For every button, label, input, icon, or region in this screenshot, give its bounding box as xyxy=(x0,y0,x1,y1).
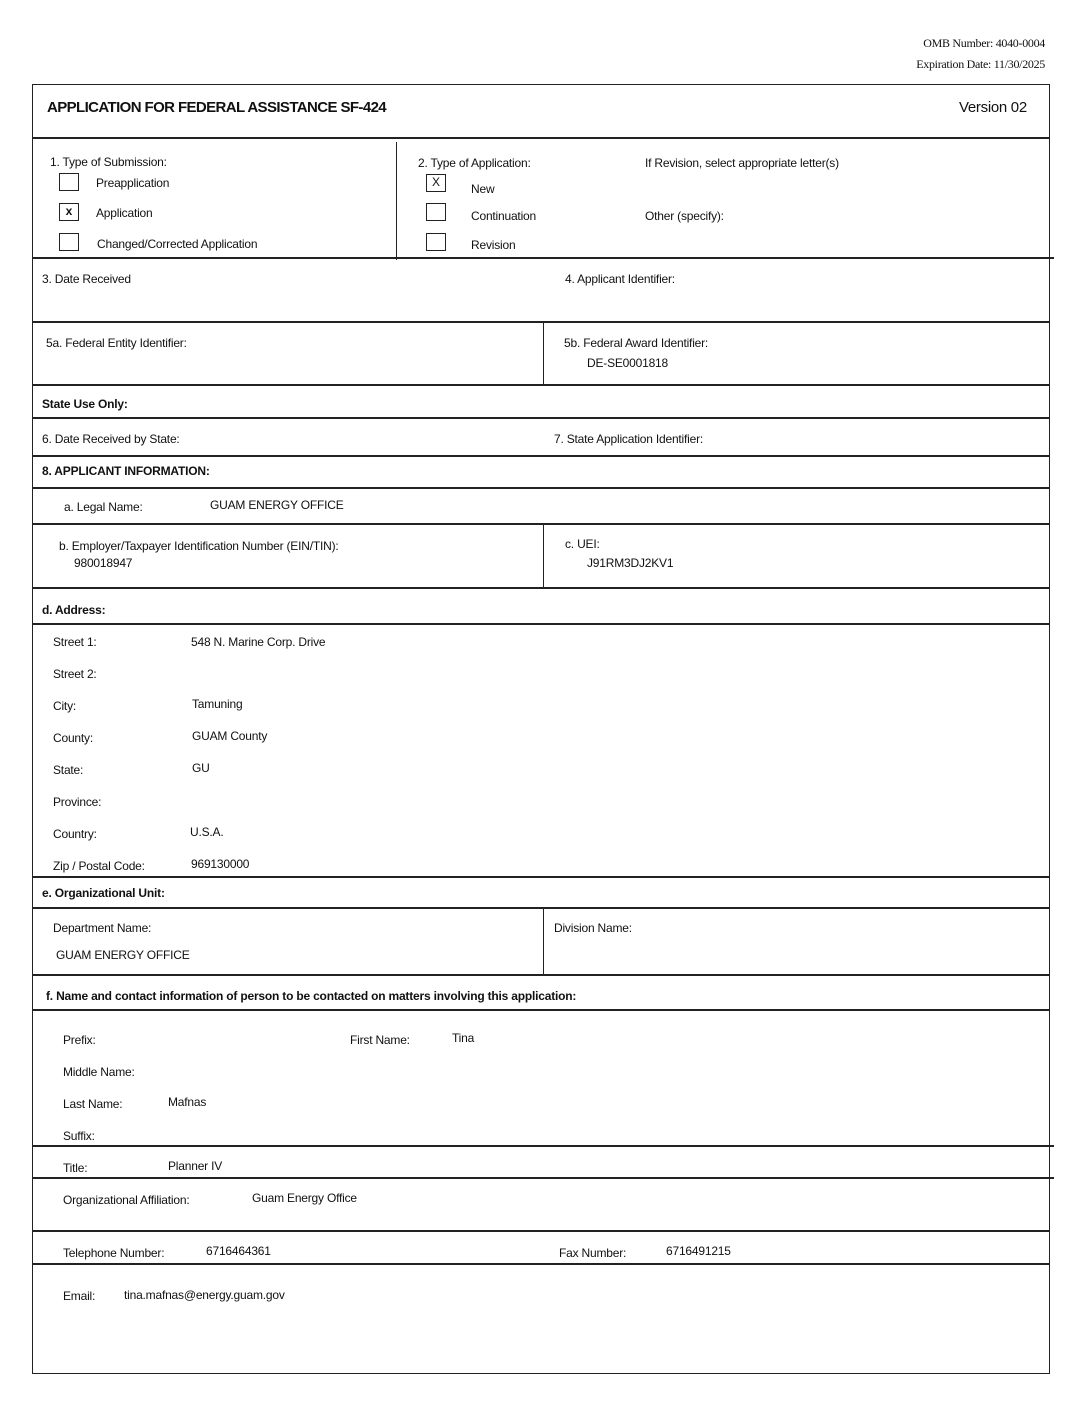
divider xyxy=(32,876,1050,878)
country-value[interactable]: U.S.A. xyxy=(190,825,224,839)
telephone-label: Telephone Number: xyxy=(63,1246,165,1260)
first-name-label: First Name: xyxy=(350,1033,410,1047)
street2-label: Street 2: xyxy=(53,667,97,681)
option-label-continuation: Continuation xyxy=(471,209,536,223)
checkbox-new[interactable]: X xyxy=(426,174,446,192)
divider xyxy=(32,384,1050,386)
division-name-label: Division Name: xyxy=(554,921,632,935)
checkbox-preapplication[interactable] xyxy=(59,173,79,191)
other-specify-label: Other (specify): xyxy=(645,209,724,223)
uei-label: c. UEI: xyxy=(565,537,600,551)
ein-label: b. Employer/Taxpayer Identification Number (EIN/TIN): xyxy=(59,539,339,553)
state-use-only-heading: State Use Only: xyxy=(42,397,128,411)
divider xyxy=(32,907,1050,909)
province-label: Province: xyxy=(53,795,102,809)
divider xyxy=(32,1177,1054,1179)
federal-entity-identifier-label: 5a. Federal Entity Identifier: xyxy=(46,336,187,350)
checkbox-changed-corrected[interactable] xyxy=(59,233,79,251)
option-label-revision: Revision xyxy=(471,238,516,252)
email-label: Email: xyxy=(63,1289,96,1303)
applicant-identifier-label: 4. Applicant Identifier: xyxy=(565,272,675,286)
date-received-label: 3. Date Received xyxy=(42,272,131,286)
option-label-preapplication: Preapplication xyxy=(96,176,170,190)
affiliation-value[interactable]: Guam Energy Office xyxy=(252,1191,357,1205)
divider xyxy=(32,974,1050,976)
option-label-application: Application xyxy=(96,206,153,220)
street1-value[interactable]: 548 N. Marine Corp. Drive xyxy=(191,635,326,649)
zip-label: Zip / Postal Code: xyxy=(53,859,145,873)
divider xyxy=(32,1009,1050,1011)
ein-value[interactable]: 980018947 xyxy=(74,556,133,570)
expiration-date: Expiration Date: 11/30/2025 xyxy=(916,57,1045,71)
city-label: City: xyxy=(53,699,77,713)
omb-number: OMB Number: 4040-0004 xyxy=(923,36,1045,50)
suffix-label: Suffix: xyxy=(63,1129,95,1143)
fax-label: Fax Number: xyxy=(559,1246,627,1260)
fax-value[interactable]: 6716491215 xyxy=(666,1244,731,1258)
divider xyxy=(32,1230,1050,1232)
prefix-label: Prefix: xyxy=(63,1033,96,1047)
street1-label: Street 1: xyxy=(53,635,97,649)
telephone-value[interactable]: 6716464361 xyxy=(206,1244,271,1258)
checkbox-revision[interactable] xyxy=(426,233,446,251)
revision-letters-label: If Revision, select appropriate letter(s) xyxy=(645,156,839,170)
divider xyxy=(32,321,1050,323)
federal-award-identifier-value[interactable]: DE-SE0001818 xyxy=(587,356,668,370)
divider xyxy=(32,417,1050,419)
country-label: Country: xyxy=(53,827,97,841)
option-label-changed-corrected: Changed/Corrected Application xyxy=(97,237,258,251)
form-title: APPLICATION FOR FEDERAL ASSISTANCE SF-424 xyxy=(47,99,387,116)
divider xyxy=(543,908,544,974)
divider xyxy=(32,1263,1050,1265)
title-value[interactable]: Planner IV xyxy=(168,1159,223,1173)
legal-name-label: a. Legal Name: xyxy=(64,500,143,514)
uei-value[interactable]: J91RM3DJ2KV1 xyxy=(587,556,674,570)
middle-name-label: Middle Name: xyxy=(63,1065,135,1079)
applicant-information-heading: 8. APPLICANT INFORMATION: xyxy=(42,464,210,478)
county-label: County: xyxy=(53,731,93,745)
last-name-label: Last Name: xyxy=(63,1097,123,1111)
divider xyxy=(32,523,1050,525)
submission-type-label: 1. Type of Submission: xyxy=(50,155,167,169)
title-label: Title: xyxy=(63,1161,88,1175)
divider xyxy=(32,623,1050,625)
divider xyxy=(32,587,1050,589)
divider xyxy=(396,142,397,260)
state-application-identifier-label: 7. State Application Identifier: xyxy=(554,432,704,446)
application-type-label: 2. Type of Application: xyxy=(418,156,531,170)
county-value[interactable]: GUAM County xyxy=(192,729,268,743)
department-name-value[interactable]: GUAM ENERGY OFFICE xyxy=(56,948,190,962)
checkbox-continuation[interactable] xyxy=(426,203,446,221)
divider xyxy=(32,455,1050,457)
email-value[interactable]: tina.mafnas@energy.guam.gov xyxy=(124,1288,285,1302)
divider xyxy=(543,524,544,588)
divider xyxy=(32,137,1050,139)
date-received-state-label: 6. Date Received by State: xyxy=(42,432,180,446)
first-name-value[interactable]: Tina xyxy=(452,1031,475,1045)
legal-name-value[interactable]: GUAM ENERGY OFFICE xyxy=(210,498,344,512)
last-name-value[interactable]: Mafnas xyxy=(168,1095,207,1109)
divider xyxy=(32,257,1054,259)
org-unit-heading: e. Organizational Unit: xyxy=(42,886,165,900)
city-value[interactable]: Tamuning xyxy=(192,697,243,711)
checkbox-application[interactable]: x xyxy=(59,203,79,221)
divider xyxy=(32,487,1050,489)
zip-value[interactable]: 969130000 xyxy=(191,857,250,871)
state-label: State: xyxy=(53,763,84,777)
affiliation-label: Organizational Affiliation: xyxy=(63,1193,190,1207)
department-name-label: Department Name: xyxy=(53,921,152,935)
divider xyxy=(32,1145,1054,1147)
divider xyxy=(543,322,544,385)
form-version: Version 02 xyxy=(959,99,1027,116)
option-label-new: New xyxy=(471,182,495,196)
address-heading: d. Address: xyxy=(42,603,106,617)
contact-heading: f. Name and contact information of person to be contacted on matters involving this application: xyxy=(46,989,577,1003)
federal-award-identifier-label: 5b. Federal Award Identifier: xyxy=(564,336,709,350)
form-frame xyxy=(32,84,1050,1374)
state-value[interactable]: GU xyxy=(192,761,210,775)
